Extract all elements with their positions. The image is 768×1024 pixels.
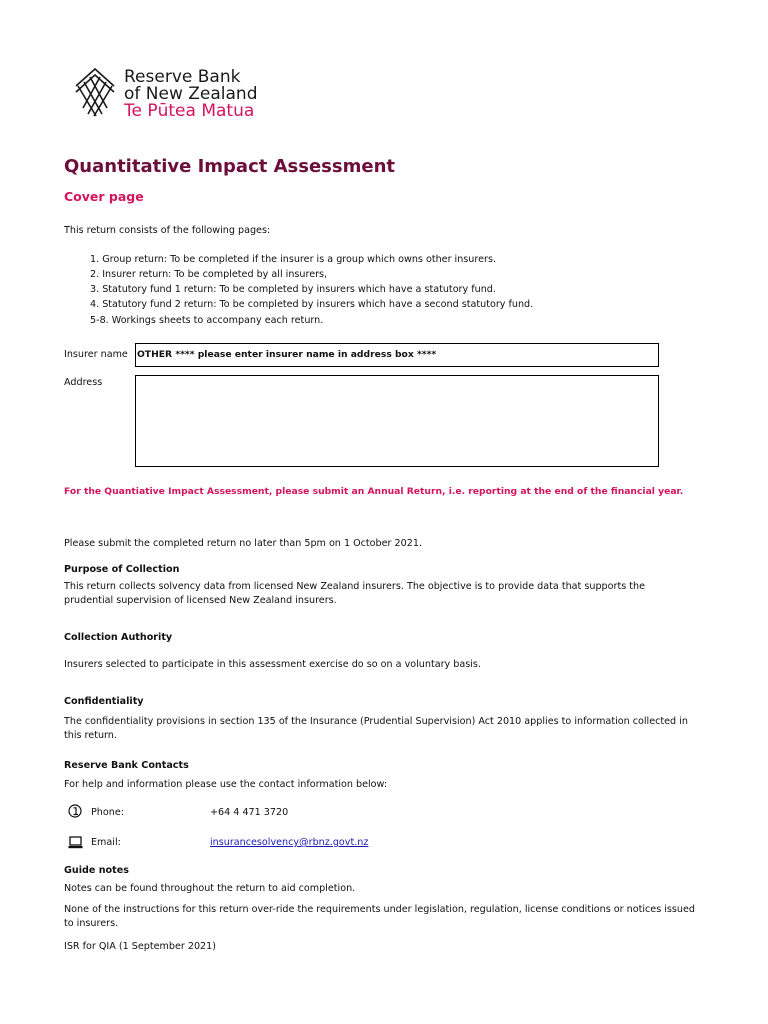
phone-label: Phone: [91, 807, 124, 818]
authority-heading: Collection Authority [64, 632, 173, 643]
address-field[interactable] [135, 375, 659, 467]
insurer-name-field[interactable] [135, 343, 659, 367]
page-subtitle: Cover page [64, 189, 144, 204]
footer-version: ISR for QIA (1 September 2021) [64, 941, 217, 952]
list-item: 2. Insurer return: To be completed by all insurers, [90, 269, 328, 280]
insurer-name-value: OTHER **** please enter insurer name in address box **** [137, 349, 437, 360]
list-item: 1. Group return: To be completed if the insurer is a group which owns other insurers. [90, 254, 497, 265]
list-item: 3. Statutory fund 1 return: To be completed by insurers which have a statutory fund. [90, 284, 496, 295]
intro-text: This return consists of the following pages: [64, 225, 271, 236]
brand-line-1: Reserve Bank [124, 67, 241, 87]
address-label: Address [64, 377, 103, 388]
rbnz-logo-icon [72, 66, 118, 118]
guide-text-2: None of the instructions for this return over-ride the requirements under legislation, regulation, license conditions or notices issued to insurers. [64, 904, 695, 929]
list-item: 4. Statutory fund 2 return: To be completed by insurers which have a second statutory fund. [90, 299, 534, 310]
confidentiality-heading: Confidentiality [64, 696, 144, 707]
phone-value: +64 4 471 3720 [210, 807, 289, 818]
email-label: Email: [91, 837, 121, 848]
contacts-text: For help and information please use the contact information below: [64, 779, 388, 790]
purpose-text: This return collects solvency data from licensed New Zealand insurers. The objective is to provide data that supports the prudential supervision of licensed New Zealand insurers. [64, 581, 645, 606]
annual-return-notice: For the Quantiative Impact Assessment, please submit an Annual Return, i.e. reporting at the end of the financial year. [64, 486, 684, 497]
page-title: Quantitative Impact Assessment [64, 156, 395, 177]
insurer-name-label: Insurer name [64, 349, 128, 360]
guide-text-1: Notes can be found throughout the return to aid completion. [64, 883, 356, 894]
brand-line-2: of New Zealand [124, 84, 258, 104]
purpose-heading: Purpose of Collection [64, 564, 180, 575]
email-link[interactable]: insurancesolvency@rbnz.govt.nz [210, 837, 369, 848]
phone-icon [68, 803, 82, 817]
brand-line-3: Te Pūtea Matua [124, 101, 255, 121]
brand-logo [72, 66, 262, 122]
guide-heading: Guide notes [64, 865, 129, 876]
contacts-heading: Reserve Bank Contacts [64, 760, 189, 771]
list-item: 5-8. Workings sheets to accompany each return. [90, 315, 324, 326]
deadline-text: Please submit the completed return no later than 5pm on 1 October 2021. [64, 538, 423, 549]
authority-text: Insurers selected to participate in this assessment exercise do so on a voluntary basis. [64, 659, 481, 670]
computer-icon [68, 834, 83, 847]
confidentiality-text: The confidentiality provisions in section 135 of the Insurance (Prudential Supervision) Act 2010 applies to information collected in this return. [64, 716, 688, 741]
